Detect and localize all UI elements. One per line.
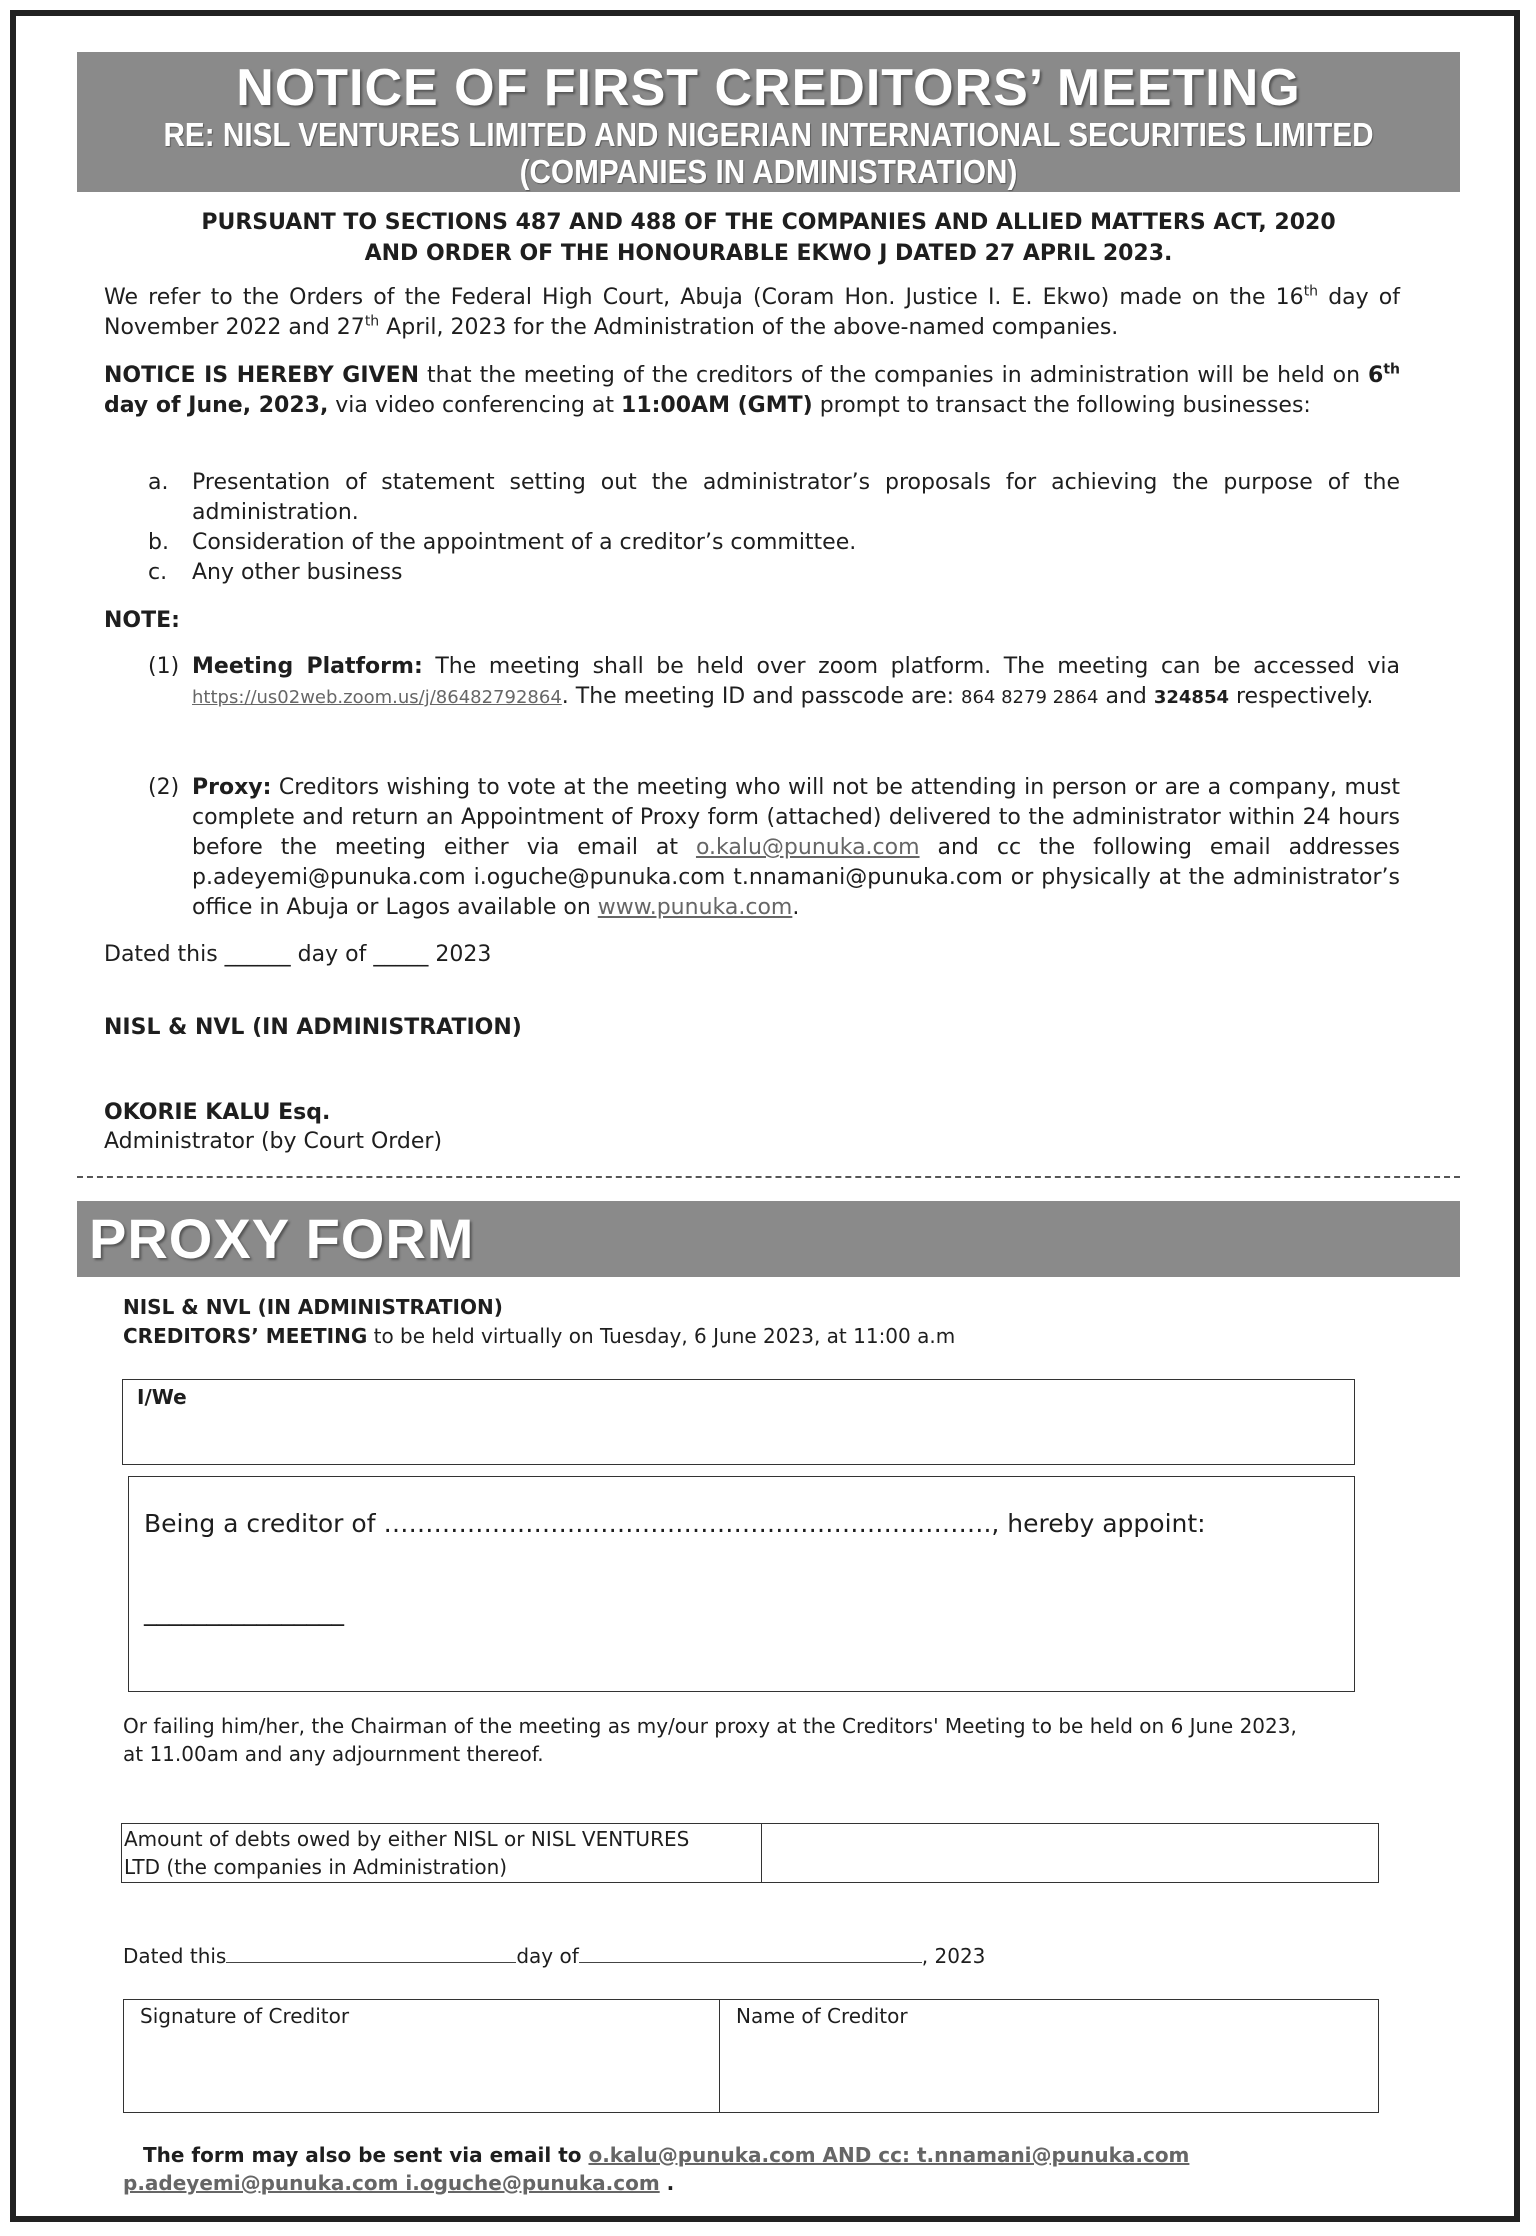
pursuant-heading (77, 207, 1460, 269)
creditor-line: Being a creditor of ………………………………………………………………., hereby appoint: (144, 1509, 1206, 1538)
iwe-field[interactable] (122, 1379, 1355, 1465)
footer-line-1: The form may also be sent via email to o.kalu@punuka.com AND cc: t.nnamani@punuka.com (143, 2143, 1190, 2167)
note-label: NOTE: (104, 608, 180, 633)
list-item: b. Consideration of the appointment of a creditor’s committee. (148, 530, 857, 555)
notice-re-line: RE: NISL VENTURES LIMITED AND NIGERIAN INTERNATIONAL SECURITIES LIMITED (163, 116, 1374, 153)
website-link[interactable]: www.punuka.com (597, 895, 793, 920)
footer-email-link-2[interactable]: p.adeyemi@punuka.com i.oguche@punuka.com (123, 2171, 660, 2195)
notice-banner (77, 52, 1460, 192)
dated-line: Dated this ______ day of _____ 2023 (104, 942, 492, 967)
proxy-dated-line: Dated this day of , 2023 (123, 1944, 986, 1968)
appointee-blank: ________________ (144, 1597, 344, 1626)
dated-day-field[interactable] (226, 1942, 516, 1963)
cut-line (77, 1176, 1460, 1178)
admin-email-link[interactable]: o.kalu@punuka.com (695, 835, 920, 860)
note-1: (1) Meeting Platform: The meeting shall be held over zoom platform. The meeting can be accessed via https://us02web.zoom.us/j/86482792864. The meeting ID and passcode are: 864 8279 2864 and 324854 respectively. (148, 654, 1400, 709)
proxy-banner (77, 1201, 1460, 1277)
pursuant-line-1: PURSUANT TO SECTIONS 487 AND 488 OF THE COMPANIES AND ALLIED MATTERS ACT, 2020 (201, 210, 1336, 235)
zoom-link[interactable]: https://us02web.zoom.us/j/86482792864 (192, 687, 562, 708)
signer-name: OKORIE KALU Esq. (104, 1100, 331, 1125)
appointment-field[interactable] (128, 1476, 1355, 1692)
signature-divider (719, 2000, 720, 2112)
proxy-meeting-line: CREDITORS’ MEETING to be held virtually on Tuesday, 6 June 2023, at 11:00 a.m (123, 1324, 956, 1348)
signature-field[interactable] (124, 2000, 719, 2112)
proxy-company: NISL & NVL (IN ADMINISTRATION) (123, 1295, 503, 1319)
reference-paragraph: We refer to the Orders of the Federal High Court, Abuja (Coram Hon. Justice I. E. Ekwo) made on the 16th day of November 2022 and 27th April, 2023 for the Administration of the above-named companies. (104, 283, 1400, 340)
debts-label: Amount of debts owed by either NISL or NISL VENTURES LTD (the companies in Administration) (124, 1827, 690, 1879)
notice-title: NOTICE OF FIRST CREDITORS’ MEETING (236, 59, 1301, 117)
dated-month-field[interactable] (579, 1942, 922, 1963)
debts-divider (761, 1824, 762, 1882)
footer-email-link[interactable]: o.kalu@punuka.com AND cc: t.nnamani@punuka.com (588, 2143, 1190, 2167)
signature-table (123, 1999, 1379, 2113)
signature-label: Signature of Creditor (140, 2004, 350, 2028)
failing-line-2: at 11.00am and any adjournment thereof. (123, 1742, 544, 1766)
name-label: Name of Creditor (736, 2004, 908, 2028)
notice-admin-line: (COMPANIES IN ADMINISTRATION) (519, 153, 1018, 190)
list-item: c. Any other business (148, 560, 403, 585)
notice-paragraph: NOTICE IS HEREBY GIVEN that the meeting of the creditors of the companies in administration will be held on 6th day of June, 2023, via video conferencing at 11:00AM (GMT) prompt to transact the following businesses: (104, 361, 1400, 418)
pursuant-line-2: AND ORDER OF THE HONOURABLE EKWO J DATED 27 APRIL 2023. (364, 241, 1173, 266)
signer-role: Administrator (by Court Order) (104, 1129, 443, 1154)
note-2: (2) Proxy: Creditors wishing to vote at the meeting who will not be attending in person or are a company, must complete and return an Appointment of Proxy form (attached) delivered to the administrator within 24 hours before the meeting either via email at o.kalu@punuka.com and cc the following email addresses p.adeyemi@punuka.com i.oguche@punuka.com t.nnamani@punuka.com or physically at the administrator’s office in Abuja or Lagos available on www.punuka.com. (148, 775, 1400, 920)
debts-amount-field[interactable] (763, 1824, 1378, 1882)
failing-clause (123, 1712, 1443, 1768)
failing-line-1: Or failing him/her, the Chairman of the meeting as my/our proxy at the Creditors' Meeting to be held on 6 June 2023, (123, 1714, 1297, 1738)
debts-table (121, 1823, 1379, 1883)
list-item: a. Presentation of statement setting out the administrator’s proposals for achieving the purpose of the administration. (148, 470, 1400, 525)
name-field[interactable] (721, 2000, 1378, 2112)
proxy-title: PROXY FORM (89, 1207, 475, 1270)
business-list (148, 468, 1400, 588)
company-name: NISL & NVL (IN ADMINISTRATION) (104, 1015, 522, 1040)
iwe-label: I/We (137, 1385, 187, 1409)
footer-line-2: p.adeyemi@punuka.com i.oguche@punuka.com . (123, 2171, 675, 2195)
